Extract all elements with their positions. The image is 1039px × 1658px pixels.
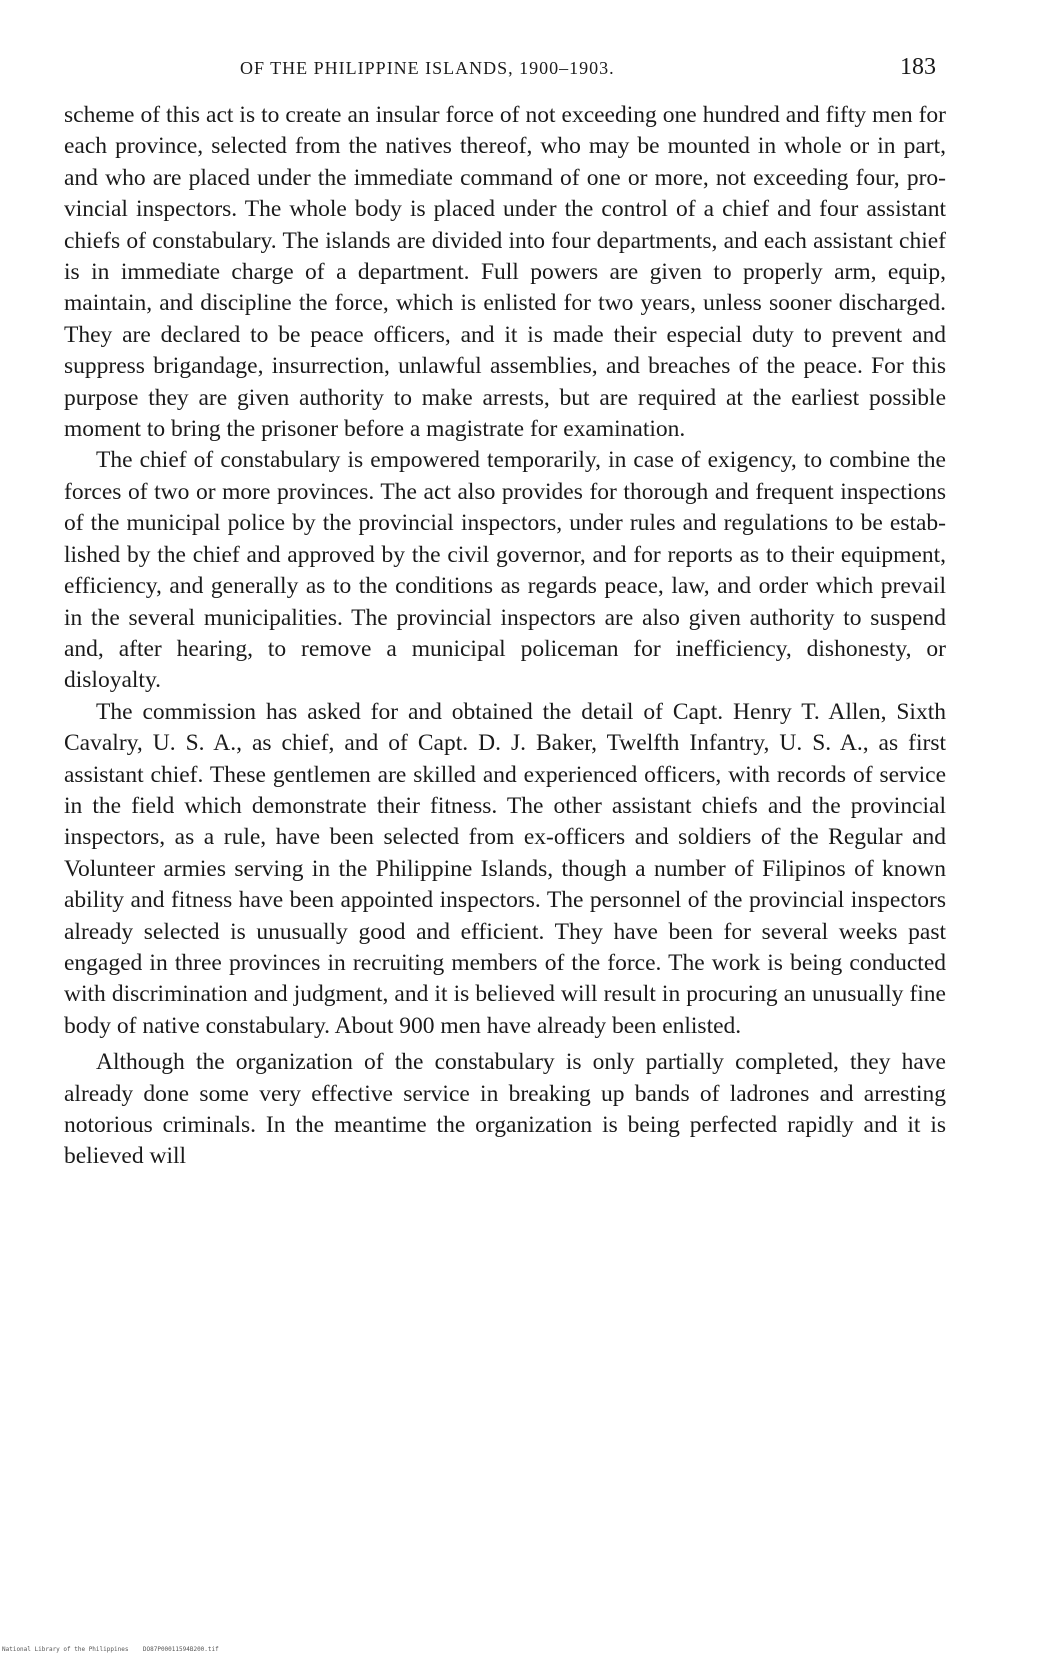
scan-footer-note: National Library of the Philippines DO87P00011594B200.tif [2, 1646, 219, 1653]
body-text [64, 100, 946, 1173]
paragraph: The chief of constabulary is empowered temporarily, in case of exigency, to combine the forces of two or more provinces. The act also provides for thorough and frequent inspections of the municipal police by the provincial inspectors, under rules and regulations to be established by the chief and approved by the civil governor, and for reports as to their equipment, efficiency, and generally as to the conditions as regards peace, law, and order which prevail in the several municipalities. The provincial inspectors are also given authority to suspend and, after hearing, to remove a municipal policeman for inefficiency, dishonesty, or disloyalty. [64, 447, 946, 694]
running-title: OF THE PHILIPPINE ISLANDS, 1900–1903. [240, 58, 615, 78]
paragraph: The commission has asked for and obtained the detail of Capt. Henry T. Allen, Sixth Cavalry, U. S. A., as chief, and of Capt. D. J. Baker, Twelfth Infantry, U. S. A., as first assistant chief. These gentlemen are skilled and experienced officers, with records of service in the field which demonstrate their fitness. The other assistant chiefs and the provincial inspectors, as a rule, have been selected from ex-officers and soldiers of the Regular and Volunteer armies serving in the Philippine Islands, though a number of Filipinos of known ability and fitness have been appointed inspectors. The personnel of the provincial inspectors already selected is unusually good and efficient. They have been for several weeks past engaged in three provinces in recruiting members of the force. The work is being conducted with discrimination and judgment, and it is believed will result in procuring an unusually fine body of native constabulary. About 900 men have already been enlisted. [64, 698, 946, 1039]
page-number: 183 [900, 54, 936, 80]
paragraph: Although the organization of the constabulary is only partially completed, they have already done some very effective service in breaking up bands of ladrones and arresting notorious criminals. In the meantime the organization is being perfected rapidly and it is believed will [64, 1049, 946, 1170]
paragraph-continued: scheme of this act is to create an insular force of not exceeding one hundred and fifty men for each province, selected from the natives thereof, who may be mounted in whole or in part, and who are placed under the immediate command of one or more, not exceeding four, provincial inspectors. The whole body is placed under the control of a chief and four assistant chiefs of constabulary. The islands are divided into four departments, and each assistant chief is in immediate charge of a department. Full powers are given to properly arm, equip, maintain, and discipline the force, which is enlisted for two years, unless sooner discharged. They are declared to be peace officers, and it is made their especial duty to prevent and suppress brigandage, insurrection, unlawful assemblies, and breaches of the peace. For this purpose they are given authority to make arrests, but are required at the earliest possible moment to bring the prisoner before a magistrate for examination. [64, 102, 946, 443]
